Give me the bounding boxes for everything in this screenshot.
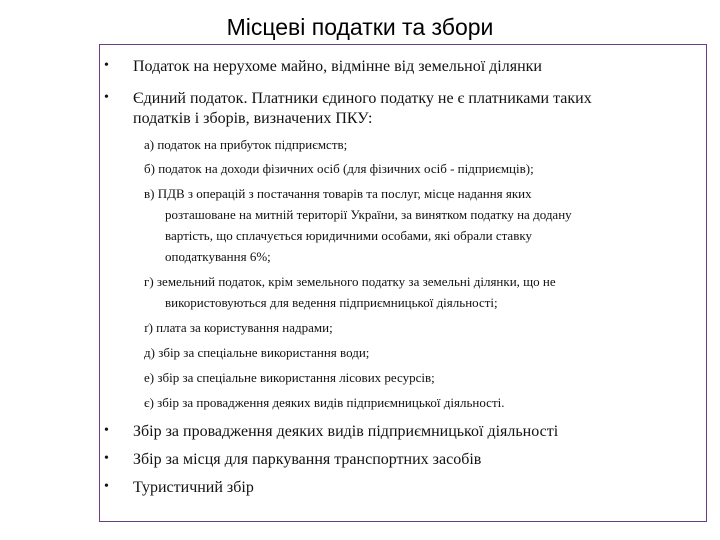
bullet-icon: • bbox=[104, 423, 109, 438]
list-item: Єдиний податок. Платники єдиного податку не є платниками таких bbox=[133, 90, 592, 107]
sub-item-v-cont: оподаткування 6%; bbox=[165, 249, 271, 264]
bullet-icon: • bbox=[104, 479, 109, 494]
sub-item-e: е) збір за спеціальне використання лісових ресурсів; bbox=[144, 370, 435, 385]
sub-item-a: а) податок на прибуток підприємств; bbox=[144, 137, 348, 152]
list-item: Збір за провадження деяких видів підприємницької діяльності bbox=[133, 423, 559, 440]
bullet-icon: • bbox=[104, 90, 109, 105]
page-title: Місцеві податки та збори bbox=[226, 14, 494, 40]
list-item-continuation: податків і зборів, визначених ПКУ: bbox=[133, 110, 373, 127]
sub-item-g2: ґ) плата за користування надрами; bbox=[144, 320, 333, 335]
sub-item-ye: є) збір за провадження деяких видів підприємницької діяльності. bbox=[144, 395, 505, 410]
sub-item-v-cont: розташоване на митній території України, за винятком податку на додану bbox=[165, 207, 572, 222]
list-item: Збір за місця для паркування транспортних засобів bbox=[133, 451, 482, 468]
sub-item-g: г) земельний податок, крім земельного податку за земельні ділянки, що не bbox=[144, 274, 556, 289]
sub-item-g-cont: використовуються для ведення підприємницької діяльності; bbox=[165, 295, 498, 310]
sub-item-d: д) збір за спеціальне використання води; bbox=[144, 345, 370, 360]
bullet-icon: • bbox=[104, 451, 109, 466]
sub-item-b: б) податок на доходи фізичних осіб (для фізичних осіб - підприємців); bbox=[144, 161, 534, 176]
sub-item-v-cont: вартість, що сплачується юридичними особами, які обрали ставку bbox=[165, 228, 532, 243]
sub-item-v: в) ПДВ з операцій з постачання товарів та послуг, місце надання яких bbox=[144, 186, 532, 201]
list-item: Туристичний збір bbox=[133, 479, 254, 496]
list-item: Податок на нерухоме майно, відмінне від земельної ділянки bbox=[133, 58, 542, 75]
bullet-icon: • bbox=[104, 58, 109, 73]
